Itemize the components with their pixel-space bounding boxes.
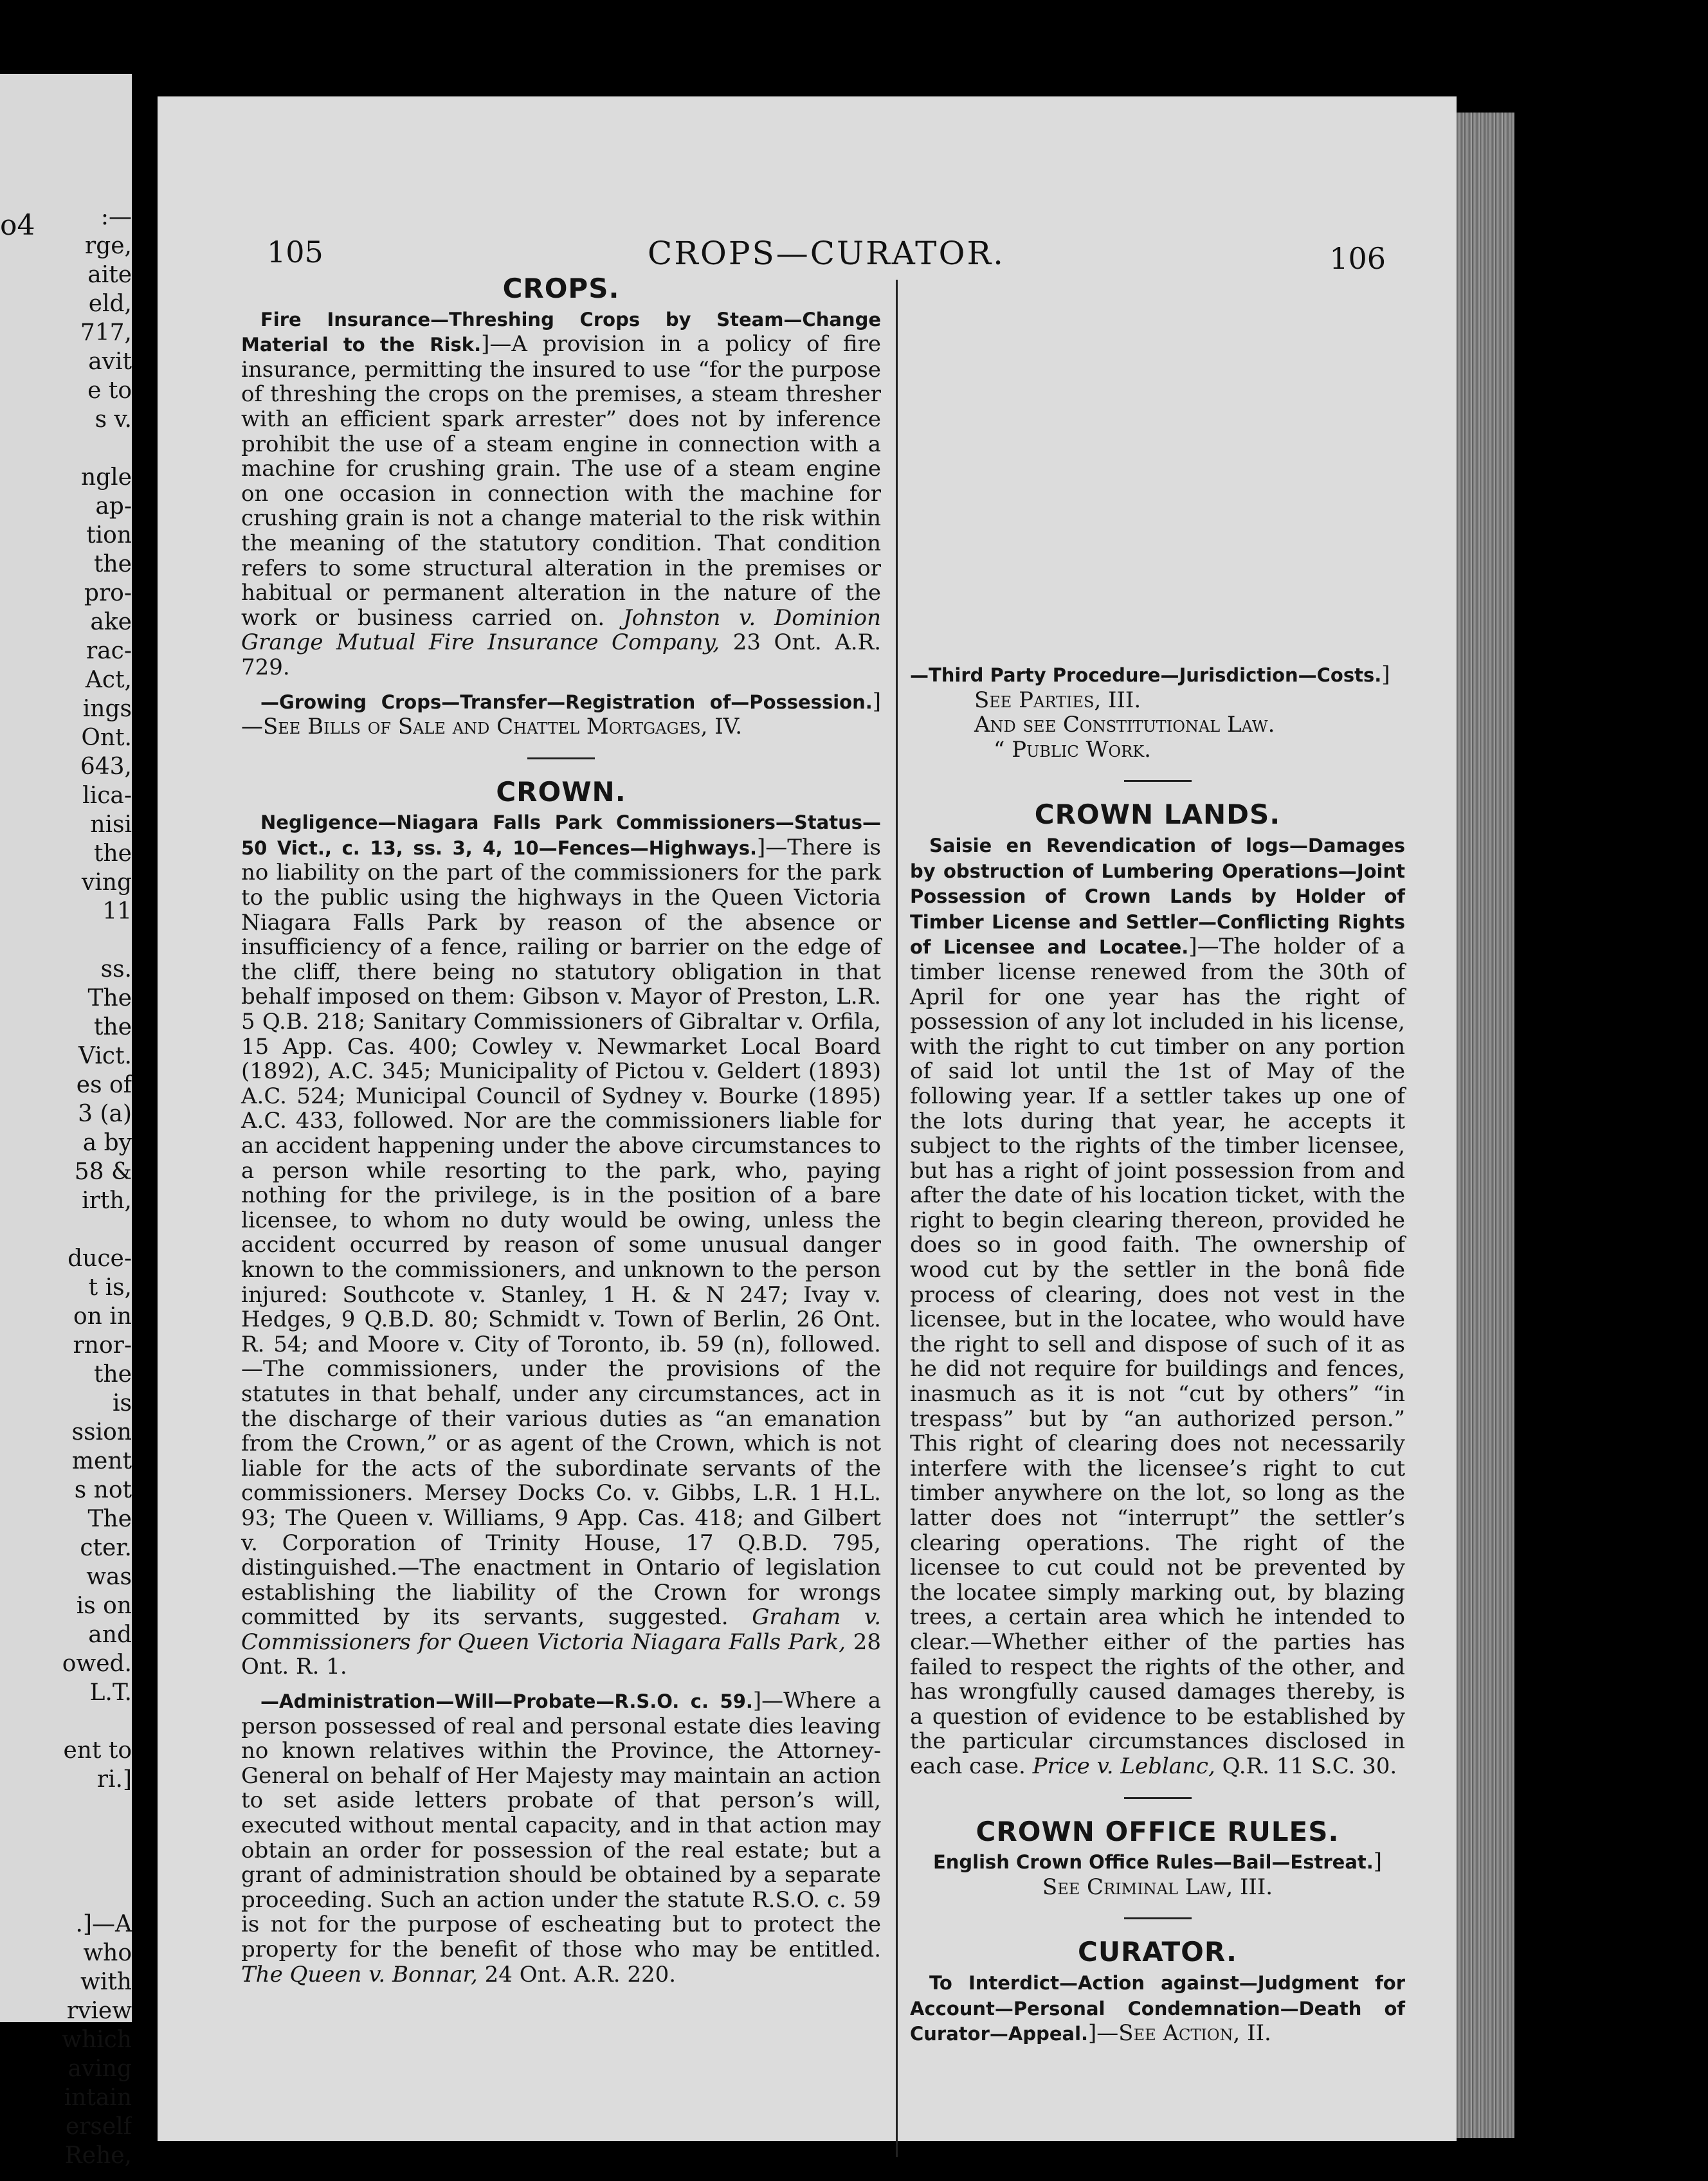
facing-page-line: tion — [86, 522, 132, 548]
crops-entry-growing-crops: —Growing Crops—Transfer—Registration of—Possession.]—See Bills of Sale and Chattel Mortgages, IV. — [241, 688, 881, 740]
facing-page-line: 717, — [80, 320, 132, 346]
page-edges — [1457, 113, 1514, 2138]
facing-page-line: ings — [82, 696, 132, 722]
facing-page-line: ri.] — [96, 1766, 132, 1793]
facing-page-line: rge, — [84, 233, 132, 259]
facing-page-line: Vict. — [78, 1043, 132, 1069]
facing-page-line: ss. — [100, 956, 132, 982]
facing-page-line — [0, 1881, 132, 1910]
facing-page-line: ssion — [71, 1419, 132, 1445]
facing-page-line: 58 & — [74, 1159, 132, 1185]
book-gutter — [132, 0, 158, 2181]
facing-page-line: duce- — [68, 1245, 132, 1272]
facing-page-line: e to — [87, 377, 132, 404]
crown-office-entry: English Crown Office Rules—Bail—Estreat.] — [932, 1849, 1383, 1875]
facing-page-line: owed. — [62, 1651, 132, 1677]
section-divider — [527, 757, 595, 759]
heading-curator: CURATOR. — [1078, 1936, 1237, 1968]
heading-crown-office-rules: CROWN OFFICE RULES. — [976, 1815, 1340, 1847]
facing-page-line: intain — [64, 2085, 132, 2111]
facing-page-line: ap- — [95, 493, 132, 520]
right-column — [910, 276, 1405, 2056]
facing-page-line: Ont. — [81, 725, 132, 751]
facing-page-line: which — [62, 2027, 132, 2053]
facing-page-line: s not — [74, 1477, 132, 1503]
facing-page-number: o4 — [0, 209, 35, 242]
facing-page-line: is on — [76, 1593, 132, 1619]
facing-page-line: rac- — [86, 638, 132, 664]
section-divider — [1124, 1917, 1192, 1919]
facing-page-line: rnor- — [73, 1332, 132, 1359]
facing-page-line — [0, 1823, 132, 1852]
facing-page-line — [0, 926, 132, 955]
facing-page-line — [0, 1852, 132, 1881]
facing-page-line: Act, — [85, 667, 132, 693]
facing-page-line: irth, — [82, 1188, 132, 1214]
facing-page-line: .]—A — [75, 1911, 132, 1937]
facing-page-line: ake — [90, 609, 132, 635]
facing-page-line: :— — [100, 204, 132, 230]
facing-page-line: Rehe, — [64, 2142, 132, 2169]
facing-page-line: es of — [76, 1072, 132, 1098]
section-divider — [1124, 1797, 1192, 1799]
facing-page-line: The — [87, 1506, 132, 1532]
facing-page-line: pro- — [84, 580, 132, 606]
page-number-right: 106 — [1329, 241, 1386, 276]
facing-page-line: the — [94, 840, 132, 867]
facing-page-line: on in — [73, 1303, 132, 1330]
facing-page-line: aite — [87, 262, 132, 288]
facing-page-line: L.T. — [89, 1679, 132, 1706]
facing-page-line: 11 — [102, 898, 132, 925]
facing-page-line: 643, — [80, 754, 132, 780]
book-page — [158, 96, 1457, 2141]
facing-page-line: the — [94, 1014, 132, 1040]
facing-page-line: ving — [81, 869, 132, 896]
facing-page-line — [0, 1215, 132, 1244]
facing-page-line: s v. — [95, 406, 132, 433]
facing-page-fragment — [0, 74, 132, 2169]
facing-page-line: The — [87, 985, 132, 1011]
facing-page-line: lica- — [82, 783, 132, 809]
curator-entry: To Interdict—Action against—Judgment for Account—Personal Condemnation—Death of Curator—Appeal.]—See Action, II. — [910, 1971, 1405, 2047]
crown-lands-entry: Saisie en Revendication of logs—Damages by obstruction of Lumbering Operations—Joint Possession of Crown Lands by Holder of Timber License and Settler—Conflicting Rights of Licensee and Locatee.]—The holder of a timber license renewed from the 30th of April for one year has the right of possession of any lot included in his license, with the right to cut timber on any portion of said lot until the 1st of May of the following year. If a settler takes up one of the lots during that year, he accepts it subject to the rights of the timber licensee, but has a right of joint possession from and after the date of his location ticket, with the right to begin clearing thereon, provided he does so in good faith. The ownership of wood cut by the settler in the bonâ fide process of clearing, does not vest in the licensee, but in the locatee, who would have the right to sell and dispose of such of it as he did not require for buildings and fences, inasmuch as it is not “cut by others” “in trespass” but by “an authorized person.” This right of clearing does not necessarily interfere with the licensee’s right to cut timber anywhere on the lot, so long as the latter does not “interrupt” the settler’s clearing operations. The right of the licensee to cut could not be prevented by the locatee simply marking out, by blazing trees, a certain area which he intended to clear.—Whether either of the parties has failed to respect the rights of the other, and has wrongfully caused damages thereby, is a question of evidence to be established by the particular circumstances disclosed in each case. Price v. Leblanc, Q.R. 11 S.C. 30. — [910, 834, 1406, 1779]
heading-crops: CROPS. — [502, 273, 620, 304]
see-criminal-law: See Criminal Law, III. — [1042, 1874, 1273, 1900]
section-divider — [1124, 780, 1192, 782]
see-public-work: “ Public Work. — [994, 736, 1151, 763]
facing-page-line: a by — [82, 1130, 132, 1156]
crown-entry-administration: —Administration—Will—Probate—R.S.O. c. 59.]—Where a person possessed of real and personal estate dies leaving no known relatives within the Province, the Attorney-General on behalf of Her Majesty may maintain an action to set aside letters probate of that person’s will, executed without mental capacity, and in that action may obtain an order for possession of the real estate; but a grant of administration should be obtained by a separate proceeding. Such an action under the statute R.S.O. c. 59 is not for the purpose of escheating but to protect the property for the benefit of those who may be entitled. The Queen v. Bonnar, 24 Ont. A.R. 220. — [241, 1688, 881, 1987]
facing-page-line: the — [94, 551, 132, 577]
crown-entry-third-party: —Third Party Procedure—Jurisdiction—Costs.] — [910, 662, 1390, 687]
facing-page-line: 3 (a) — [78, 1101, 132, 1127]
facing-page-line: rview — [66, 1998, 132, 2024]
facing-page-line: aving — [68, 2056, 132, 2082]
running-title: CROPS—CURATOR. — [647, 235, 1006, 272]
facing-page-line: and — [88, 1622, 132, 1648]
continuation-space — [910, 276, 1405, 662]
facing-page-line: with — [80, 1969, 132, 1995]
page-number-left: 105 — [267, 235, 323, 269]
facing-page-line: eld, — [88, 291, 132, 317]
column-rule — [896, 280, 898, 2157]
facing-page-text — [0, 203, 132, 2170]
see-constitutional-law: And see Constitutional Law. — [974, 712, 1275, 738]
heading-crown-lands: CROWN LANDS. — [1034, 799, 1281, 831]
facing-page-line: cter. — [80, 1535, 132, 1561]
facing-page-line: t is, — [88, 1274, 132, 1301]
facing-page-line: ent to — [63, 1737, 132, 1764]
heading-crown: CROWN. — [496, 775, 626, 808]
left-column — [241, 273, 881, 1987]
facing-page-line: ment — [71, 1448, 132, 1474]
facing-page-line: the — [94, 1361, 132, 1388]
facing-page-line — [0, 1707, 132, 1736]
facing-page-line: erself — [65, 2113, 132, 2140]
page-header — [267, 235, 1386, 280]
facing-page-line: avit — [88, 348, 132, 375]
crown-entry-negligence: Negligence—Niagara Falls Park Commissioners—Status—50 Vict., c. 13, ss. 3, 4, 10—Fences—Highways.]—There is no liability on the part of the commissioners for the park to the public using the highways in the Queen Victoria Niagara Falls Park by reason of the absence or insufficiency of a fence, railing or barrier on the edge of the cliff, there being no statutory obligation in that behalf imposed on them: Gibson v. Mayor of Preston, L.R. 5 Q.B. 218; Sanitary Commissioners of Gibraltar v. Orfila, 15 App. Cas. 400; Cowley v. Newmarket Local Board (1892), A.C. 345; Municipality of Pictou v. Geldert (1893) A.C. 524; Municipal Council of Sydney v. Bourke (1895) A.C. 433, followed. Nor are the commissioners liable for an accident happening under the above circumstances to a person while resorting to the park, who, paying nothing for the privilege, is in the position of a bare licensee, to whom no duty would be owing, unless the accident occurred by reason of some unusual danger known to the commissioners, and unknown to the person injured: Southcote v. Stanley, 1 H. & N 247; Ivay v. Hedges, 9 Q.B.D. 80; Schmidt v. Town of Berlin, 26 Ont. R. 54; and Moore v. City of Toronto, ib. 59 (n), followed.—The commissioners, under the provisions of the statutes in that behalf, under any circumstances, act in the discharge of their various duties as “an emanation from the Crown,” or as agent of the Crown, which is not liable for the acts of the subordinate servants of the commissioners. Mersey Docks Co. v. Gibbs, L.R. 1 H.L. 93; The Queen v. Williams, 9 App. Cas. 418; and Gilbert v. Corporation of Trinity House, 17 Q.B.D. 795, distinguished.—The enactment in Ontario of legislation establishing the liability of the Crown for wrongs committed by its servants, suggested. Graham v. Commissioners for Queen Victoria Niagara Falls Park, 28 Ont. R. 1. — [241, 811, 881, 1680]
facing-page-line: who — [83, 1940, 132, 1966]
facing-page-line — [0, 1794, 132, 1823]
crops-entry-fire-insurance: Fire Insurance—Threshing Crops by Steam—Change Material to the Risk.]—A provision in a policy of fire insurance, permitting the insured to use “for the purpose of threshing the crops on the premises, a steam thresher with an efficient spark arrester” does not by inference prohibit the use of a steam engine in connection with a machine for crushing grain. The use of a steam engine on one occasion in connection with the machine for crushing grain is not a change material to the risk within the meaning of the statutory condition. That condition refers to some structural alteration in the premises or habitual or permanent alteration in the nature of the work or business carried on. Johnston v. Dominion Grange Mutual Fire Insurance Company, 23 Ont. A.R. 729. — [241, 308, 881, 680]
see-parties: See Parties, III. — [974, 687, 1141, 713]
facing-page-line: ngle — [80, 464, 132, 491]
facing-page-line: is — [113, 1390, 132, 1416]
facing-page-line: was — [86, 1564, 132, 1590]
facing-page-line: nisi — [90, 811, 132, 838]
facing-page-line — [0, 434, 132, 463]
